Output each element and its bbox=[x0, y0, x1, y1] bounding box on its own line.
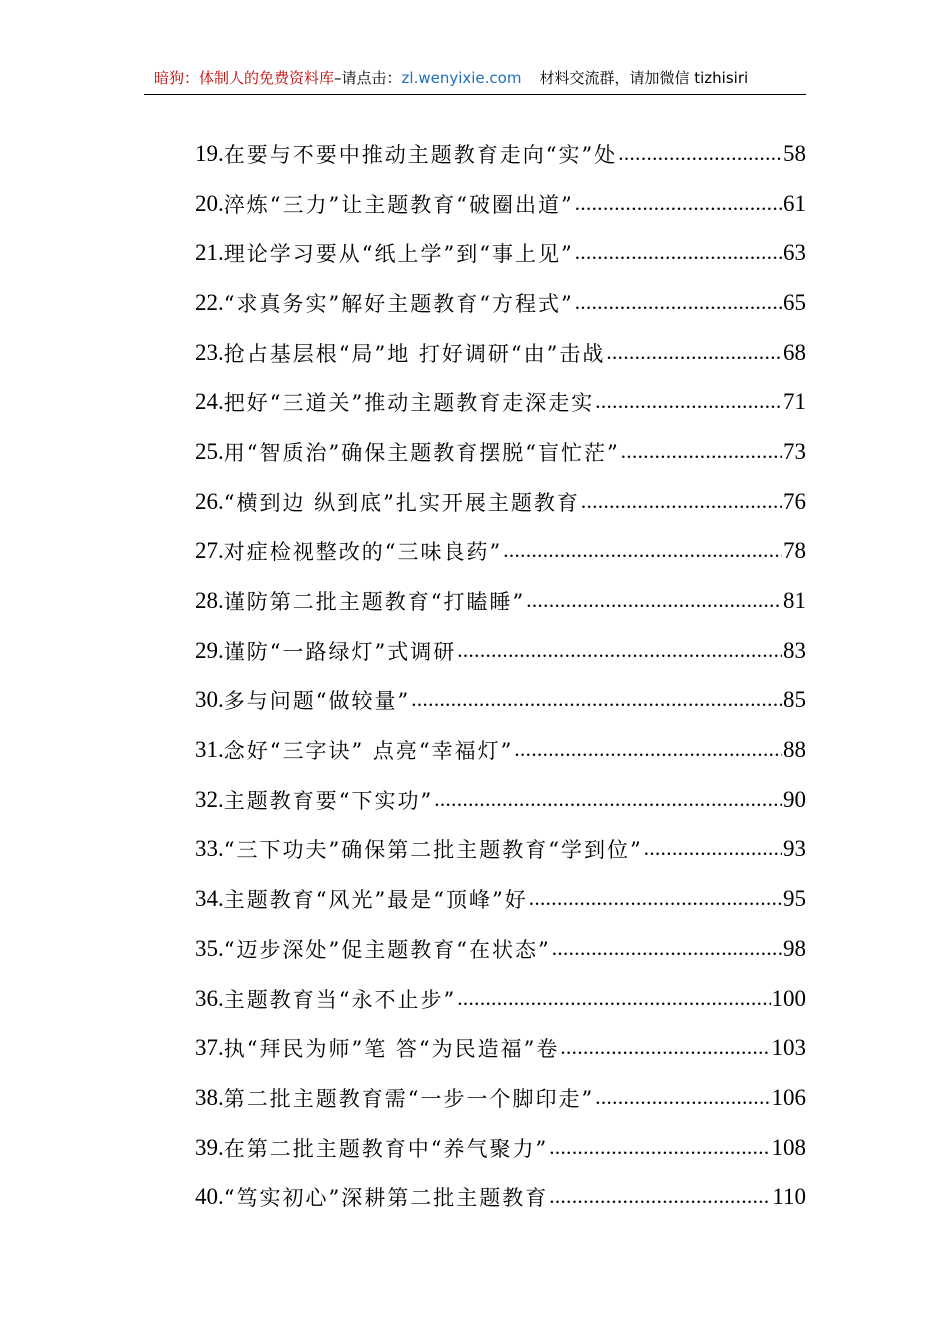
toc-entry-title: 对症检视整改的“三味良药” bbox=[223, 540, 503, 565]
toc-dot-leader bbox=[621, 440, 782, 464]
toc-entry-title: 念好“三字诀” 点亮“幸福灯” bbox=[223, 739, 514, 764]
toc-entry-number: 29. bbox=[195, 637, 224, 663]
toc-entry-page: 98 bbox=[783, 935, 806, 961]
toc-entry[interactable] bbox=[195, 974, 806, 1024]
toc-entry-number: 19. bbox=[195, 140, 224, 166]
header-separator: –请点击： bbox=[334, 69, 402, 87]
toc-dot-leader bbox=[529, 887, 782, 911]
header-brand: 暗狗：体制人的免费资料库 bbox=[154, 69, 335, 87]
toc-entry[interactable] bbox=[195, 228, 806, 278]
toc-entry-number: 40. bbox=[195, 1184, 224, 1210]
toc-entry[interactable] bbox=[195, 377, 806, 427]
toc-entry[interactable] bbox=[195, 527, 806, 577]
toc-entry-number: 23. bbox=[195, 339, 224, 365]
toc-entry[interactable] bbox=[195, 676, 806, 726]
toc-entry-title: “横到边 纵到底”扎实开展主题教育 bbox=[223, 490, 580, 515]
toc-entry-title: “笃实初心”深耕第二批主题教育 bbox=[223, 1186, 549, 1211]
toc-entry[interactable] bbox=[195, 1023, 806, 1073]
toc-entry-page: 61 bbox=[783, 190, 806, 216]
toc-dot-leader bbox=[434, 788, 782, 812]
toc-entry-page: 63 bbox=[783, 240, 806, 266]
toc-entry-title: “求真务实”解好主题教育“方程式” bbox=[223, 291, 574, 316]
toc-entry-number: 30. bbox=[195, 687, 224, 713]
toc-entry-title: 第二批主题教育需“一步一个脚印走” bbox=[223, 1086, 595, 1111]
toc-entry-page: 76 bbox=[783, 488, 806, 514]
toc-entry-number: 37. bbox=[195, 1035, 224, 1061]
toc-entry-page: 103 bbox=[771, 1035, 806, 1061]
toc-entry-number: 38. bbox=[195, 1084, 224, 1110]
toc-dot-leader bbox=[514, 738, 782, 762]
toc-entry-page: 95 bbox=[783, 886, 806, 912]
toc-entry-number: 35. bbox=[195, 935, 224, 961]
toc-entry[interactable] bbox=[195, 775, 806, 825]
toc-entry-page: 71 bbox=[783, 389, 806, 415]
toc-dot-leader bbox=[560, 1036, 770, 1060]
toc-dot-leader bbox=[503, 539, 782, 563]
toc-entry[interactable] bbox=[195, 825, 806, 875]
toc-dot-leader bbox=[595, 1086, 770, 1110]
toc-entry[interactable] bbox=[195, 626, 806, 676]
toc-entry[interactable] bbox=[195, 179, 806, 229]
toc-dot-leader bbox=[457, 987, 770, 1011]
toc-entry-number: 25. bbox=[195, 438, 224, 464]
page-header bbox=[144, 64, 806, 95]
toc-entry-title: “三下功夫”确保第二批主题教育“学到位” bbox=[223, 838, 643, 863]
toc-dot-leader bbox=[606, 341, 782, 365]
toc-entry-page: 68 bbox=[783, 339, 806, 365]
toc-entry-number: 36. bbox=[195, 985, 224, 1011]
toc-entry[interactable] bbox=[195, 874, 806, 924]
toc-dot-leader bbox=[644, 837, 782, 861]
toc-entry-page: 85 bbox=[783, 687, 806, 713]
toc-dot-leader bbox=[575, 241, 782, 265]
toc-dot-leader bbox=[595, 390, 782, 414]
toc-entry-page: 73 bbox=[783, 438, 806, 464]
toc-entry-page: 81 bbox=[783, 588, 806, 614]
toc-dot-leader bbox=[457, 639, 782, 663]
toc-entry[interactable] bbox=[195, 725, 806, 775]
toc-entry-title: 谨防“一路绿灯”式调研 bbox=[223, 639, 457, 664]
toc-entry-page: 88 bbox=[783, 737, 806, 763]
toc-entry-title: 主题教育要“下实功” bbox=[223, 788, 434, 813]
toc-entry-title: 理论学习要从“纸上学”到“事上见” bbox=[223, 242, 574, 267]
toc-dot-leader bbox=[575, 192, 782, 216]
toc-entry-title: 谨防第二批主题教育“打瞌睡” bbox=[223, 590, 526, 615]
toc-entry-title: 抢占基层根“局”地 打好调研“由”击战 bbox=[223, 341, 606, 366]
toc-entry-title: 主题教育“风光”最是“顶峰”好 bbox=[223, 888, 528, 913]
toc-entry-title: 在要与不要中推动主题教育走向“实”处 bbox=[223, 142, 618, 167]
toc-entry-page: 65 bbox=[783, 289, 806, 315]
toc-entry-title: 多与问题“做较量” bbox=[223, 689, 411, 714]
toc-dot-leader bbox=[581, 490, 782, 514]
toc-entry-number: 39. bbox=[195, 1134, 224, 1160]
toc-entry-number: 34. bbox=[195, 886, 224, 912]
toc-entry-page: 93 bbox=[783, 836, 806, 862]
toc-dot-leader bbox=[618, 142, 782, 166]
toc-entry[interactable] bbox=[195, 278, 806, 328]
toc-entry-page: 83 bbox=[783, 637, 806, 663]
toc-entry[interactable] bbox=[195, 477, 806, 527]
header-url-link[interactable]: zl.wenyixie.com bbox=[401, 69, 522, 87]
toc-dot-leader bbox=[526, 589, 782, 613]
toc-entry-title: 在第二批主题教育中“养气聚力” bbox=[223, 1136, 549, 1161]
toc-entry-number: 26. bbox=[195, 488, 224, 514]
toc-entry[interactable] bbox=[195, 1172, 806, 1222]
toc-entry[interactable] bbox=[195, 924, 806, 974]
toc-entry-number: 20. bbox=[195, 190, 224, 216]
toc-entry-title: 主题教育当“永不止步” bbox=[223, 987, 457, 1012]
toc-dot-leader bbox=[552, 937, 782, 961]
toc-entry-title: 淬炼“三力”让主题教育“破圈出道” bbox=[223, 192, 574, 217]
toc-dot-leader bbox=[575, 291, 782, 315]
toc-entry-number: 33. bbox=[195, 836, 224, 862]
toc-entry[interactable] bbox=[195, 427, 806, 477]
toc-entry-title: 用“智质治”确保主题教育摆脱“盲忙茫” bbox=[223, 440, 620, 465]
toc-entry-page: 90 bbox=[783, 786, 806, 812]
toc-entry[interactable] bbox=[195, 129, 806, 179]
toc-entry-page: 106 bbox=[771, 1084, 806, 1110]
toc-entry[interactable] bbox=[195, 1073, 806, 1123]
toc-entry-number: 27. bbox=[195, 538, 224, 564]
toc-entry-page: 58 bbox=[783, 140, 806, 166]
toc-dot-leader bbox=[411, 688, 782, 712]
toc-entry-page: 110 bbox=[772, 1184, 806, 1210]
toc-entry-number: 24. bbox=[195, 389, 224, 415]
toc-entry-page: 78 bbox=[783, 538, 806, 564]
toc-entry-title: 执“拜民为师”笔 答“为民造福”卷 bbox=[223, 1037, 560, 1062]
toc-dot-leader bbox=[549, 1185, 771, 1209]
toc-entry-number: 22. bbox=[195, 289, 224, 315]
toc-entry-number: 28. bbox=[195, 588, 224, 614]
toc-entry-title: 把好“三道关”推动主题教育走深走实 bbox=[223, 391, 595, 416]
toc-entry-page: 100 bbox=[771, 985, 806, 1011]
header-contact: 材料交流群，请加微信 tizhisiri bbox=[539, 69, 749, 87]
toc-entry-title: “迈步深处”促主题教育“在状态” bbox=[223, 937, 551, 962]
toc-entry-number: 31. bbox=[195, 737, 224, 763]
toc-entry[interactable] bbox=[195, 576, 806, 626]
toc-entry-number: 32. bbox=[195, 786, 224, 812]
toc-dot-leader bbox=[549, 1136, 770, 1160]
toc-entry-number: 21. bbox=[195, 240, 224, 266]
toc-entry-page: 108 bbox=[771, 1134, 806, 1160]
toc-entry[interactable] bbox=[195, 328, 806, 378]
toc-entry[interactable] bbox=[195, 1123, 806, 1173]
table-of-contents bbox=[195, 129, 806, 1222]
